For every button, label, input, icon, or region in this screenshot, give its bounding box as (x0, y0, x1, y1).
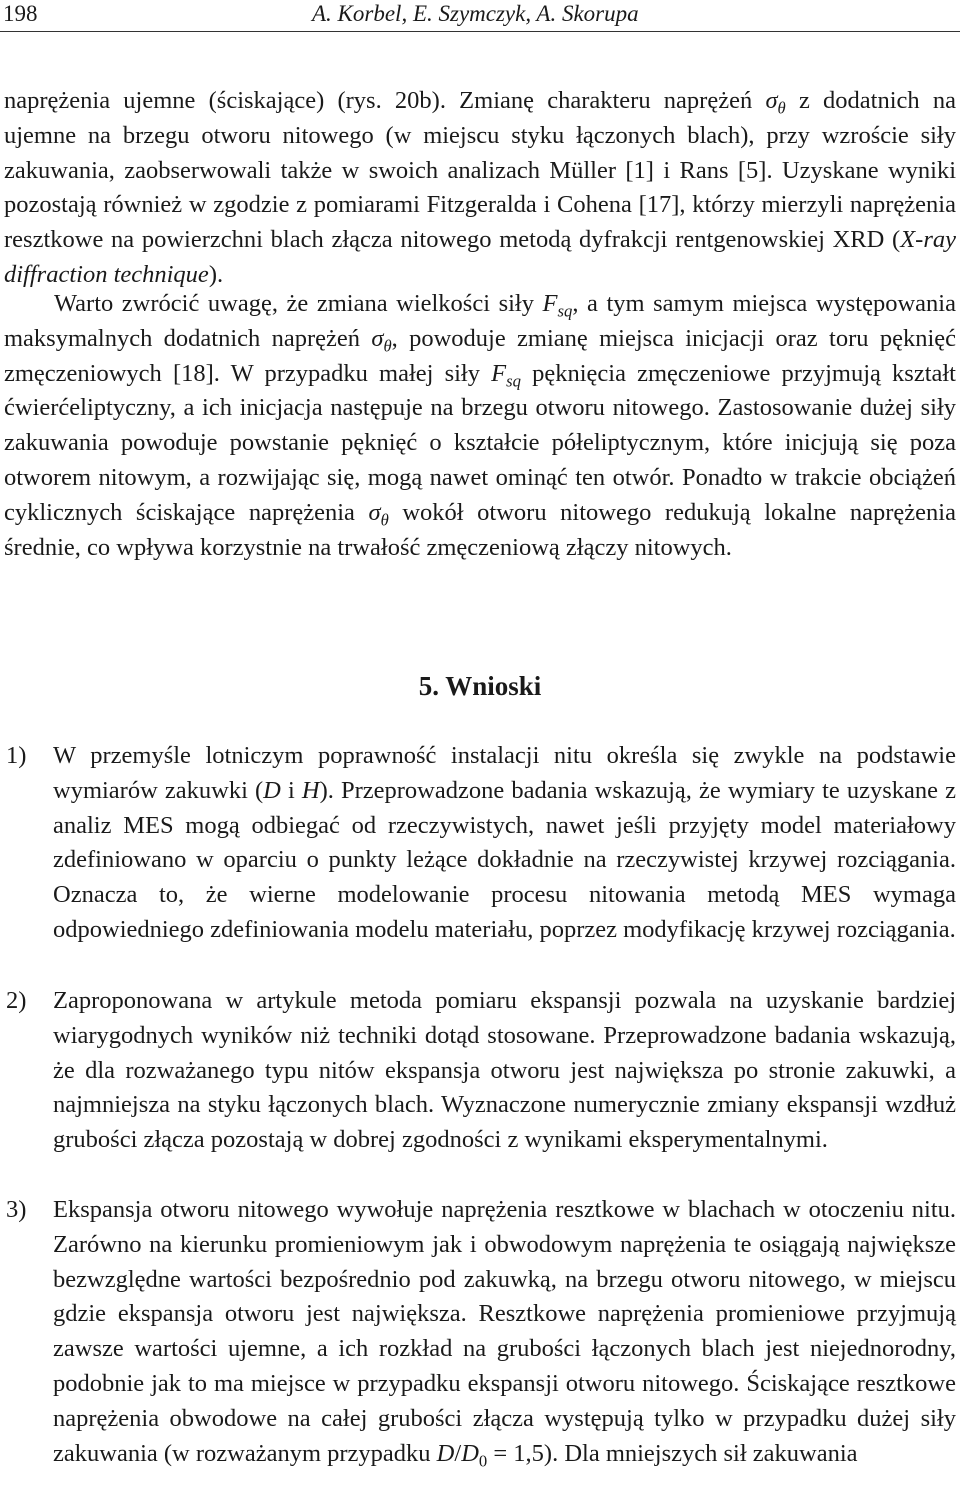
text-run: ). (208, 260, 224, 288)
text-run: ). Przeprowadzone badania wskazują, że wymiary te uzyskane z analiz MES mogą odbiegać od rzeczywistych, nawet jeśli przyjęty model materiałowy zdefiniowano w oparciu o punkty leżące dokładnie na rzeczywistej krzywej rozciągania. Oznacza to, że wierne modelowanie procesu nitowania metodą MES wymaga odpowiedniego zdefiniowania modelu materiału, poprzez modyfikację krzywej rozciągania. (53, 776, 956, 943)
force-symbol: F (542, 290, 558, 317)
italic-term: X-ray diffraction technique (4, 226, 956, 288)
text-run: Ekspansja otworu nitowego wywołuje naprężenia resztkowe w blachach w otoczeniu nitu. Zarówno na kierunku promieniowym jak i obwodowym naprężenia te osiągają największe bezwzględne wartości bezpośrednio pod zakuwką, na brzegu otworu nitowego, w miejscu gdzie ekspansja otworu jest największa. Resztkowe naprężenia promieniowe przyjmują zawsze wartości ujemne, a ich rozkład na grubości łączonych blach jest niejednorodny, podobnie jak to ma miejsce w przypadku ekspansji otworu nitowego. Ściskające resztkowe naprężenia obwodowe na całej grubości złącza występują tylko w przypadku dużej siły zakuwania (w rozważanym przypadku (53, 1196, 956, 1467)
sigma-symbol: σ (368, 498, 381, 526)
text-run: , powoduje zmianę miejsca inicjacji oraz toru pęknięć zmęczeniowych [18]. W przypadku małej siły (4, 324, 956, 387)
subscript: sq (557, 301, 573, 321)
math-symbol: D (461, 1439, 479, 1467)
section-heading: 5. Wnioski (418, 671, 542, 701)
text-run: pęknięcia zmęczeniowe przyjmują kształt ćwierćeliptyczny, a ich inicjacja następuje na brzegu otworu nitowego. Zastosowanie dużej siły zakuwania powoduje powstanie pęknięć o kształcie półeliptycznym, które inicjują się poza otworem nitowym, a rozwijając się, mogą nawet ominąć ten otwór. Ponadto w trakcie obciążeń cyklicznych ściskające naprężenia (4, 359, 956, 526)
text-run: wokół otworu nitowego redukują lokalne naprężenia średnie, co wpływa korzystnie na trwałość zmęczeniową złączy nitowych. (4, 498, 956, 561)
text-run: naprężenia ujemne (ściskające) (rys. 20b). Zmianę charakteru naprężeń (4, 87, 766, 114)
list-item-number: 1) (6, 742, 27, 769)
text-run: Warto zwrócić uwagę, że zmiana wielkości siły (54, 290, 543, 317)
text-run: , a tym samym miejsca występowania maksymalnych dodatnich naprężeń (4, 290, 956, 352)
sigma-symbol: σ (765, 87, 778, 114)
list-item-text: Zaproponowana w artykule metoda pomiaru ekspansji pozwala na uzyskanie bardziej wiarygodnych wyników niż techniki dotąd stosowane. Przeprowadzone badania wskazują, że dla rozważanego typu nitów ekspansja otworu jest największa po stronie zakuwki, a najmniejsza na styku łączonych blach. Wyznaczone numerycznie zmiany ekspansji wzdłuż grubości złącza pozostają w dobrej zgodności z wynikami eksperymentalnymi. (53, 987, 956, 1154)
math-symbol: H (301, 776, 320, 804)
running-header-authors: A. Korbel, E. Szymczyk, A. Skorupa (312, 1, 639, 26)
text-run: z dodatnich na ujemne na brzegu otworu nitowego (w miejscu styku łączonych blach), przy wzroście siły zakuwania, zaobserwowali także w swoich analizach Müller [1] i Rans [5]. Uzyskane wyniki pozostają również w zgodzie z pomiarami Fitzgeralda i Cohena [17], którzy mierzyli naprężenia resztkowe na powierzchni blach złącza nitowego metodą dyfrakcji rentgenowskiej XRD ( (4, 87, 956, 254)
running-header (0, 0, 960, 32)
text-run: / (454, 1439, 462, 1467)
page-number: 198 (3, 1, 38, 26)
force-symbol: F (491, 359, 507, 387)
math-symbol: D (263, 776, 281, 804)
list-item-number: 3) (6, 1196, 27, 1223)
subscript: 0 (478, 1450, 488, 1470)
list-item-text (53, 739, 956, 948)
sigma-symbol: σ (371, 324, 384, 352)
subscript: θ (380, 510, 389, 530)
subscript: θ (777, 98, 786, 118)
paragraph-2 (4, 287, 956, 565)
text-run: W przemyśle lotniczym poprawność instalacji nitu określa się zwykle na podstawie wymiarów zakuwki ( (53, 742, 956, 804)
math-symbol: D (436, 1439, 455, 1467)
text-run: i (280, 776, 302, 804)
subscript: θ (383, 336, 392, 356)
list-item-text (53, 1193, 956, 1471)
paragraph-1 (4, 84, 956, 293)
text-run: = 1,5). Dla mniejszych sił zakuwania (487, 1439, 858, 1467)
subscript: sq (506, 370, 521, 390)
list-item-number: 2) (6, 987, 27, 1014)
